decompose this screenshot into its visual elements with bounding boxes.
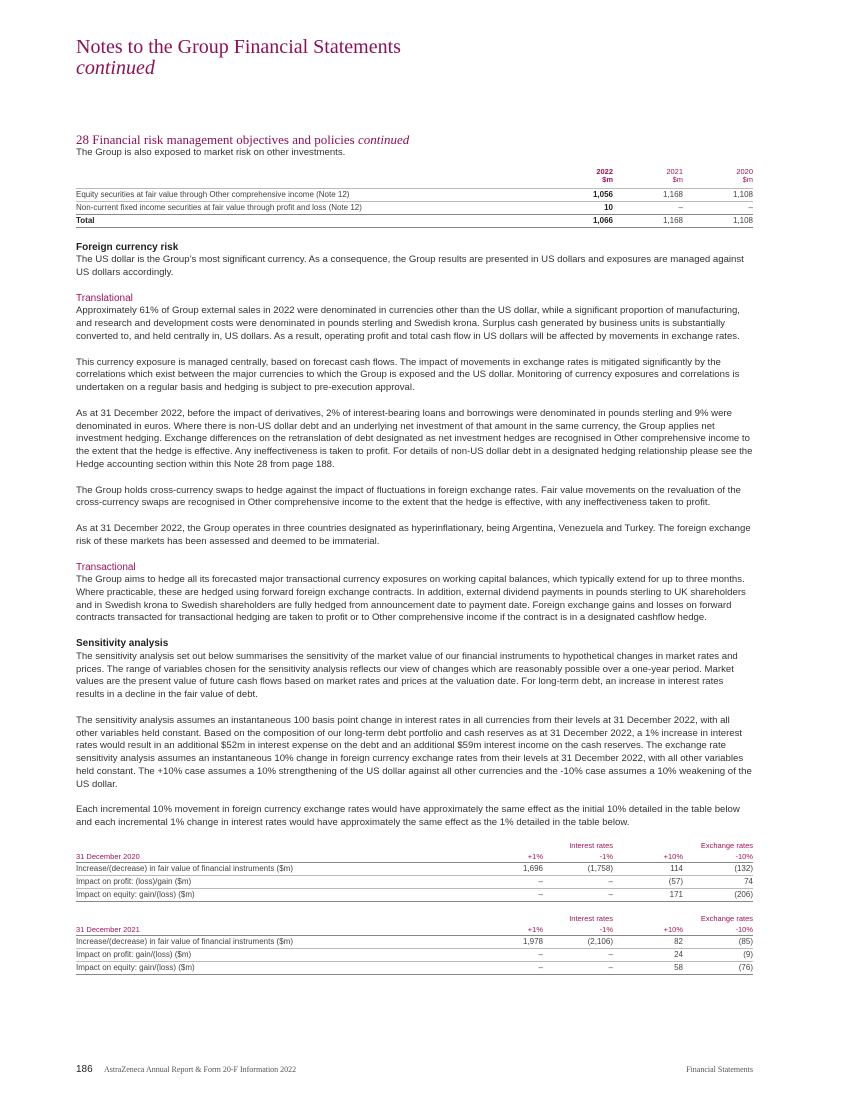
cell-value: – xyxy=(608,889,613,899)
sensitivity-table-2020 xyxy=(76,841,753,902)
cell-value: (85) xyxy=(738,936,753,946)
cell-2021: 1,168 xyxy=(662,189,683,199)
cell-value: 58 xyxy=(674,962,683,972)
col-2022-unit: $m xyxy=(602,175,613,185)
exchange-rates-group: Exchange rates xyxy=(700,840,753,850)
table-row xyxy=(76,201,753,214)
cell-value: 74 xyxy=(744,876,753,886)
row-label: Equity securities at fair value through Other comprehensive income (Note 12) xyxy=(76,189,350,199)
section-title-text: 28 Financial risk management objectives and policies xyxy=(76,132,355,147)
row-label: Impact on profit: (loss)/gain ($m) xyxy=(76,876,192,886)
cell-value: 82 xyxy=(674,936,683,946)
col-minus-1pct: -1% xyxy=(543,851,613,863)
cell-2020: 1,108 xyxy=(732,189,753,199)
translational-paragraph: The Group holds cross-currency swaps to hedge against the impact of fluctuations in foreign exchange rates. Fair value movements on the revaluation of the cross-currency swaps are recognised in Other comprehensive income to the extent that the hedge is effective, with any ineffectiveness taken to profit. xyxy=(76,484,741,509)
group-spacer xyxy=(76,841,473,851)
cell-value: (2,106) xyxy=(587,936,613,946)
report-name: AstraZeneca Annual Report & Form 20-F Information 2022 xyxy=(104,1065,297,1074)
translational-paragraph: As at 31 December 2022, before the impact of derivatives, 2% of interest-bearing loans and borrowings were denominated in pounds sterling and 9% were denominated in euros. Where there is non-US dollar debt and an underlying net investment of that amount in the same currency, the Group applies net investment hedging. Exchange differences on the retranslation of debt designated as net investment hedges are recognised in Other comprehensive income to the extent that the hedge is effective. Any ineffectiveness is taken to profit. For details of non-US dollar debt in a designated hedging relationship please see the Hedge accounting section within this Note 28 from page 188. xyxy=(76,407,753,470)
cell-value: (57) xyxy=(668,876,683,886)
cell-2022: 1,066 xyxy=(592,215,613,225)
interest-rates-group: Interest rates xyxy=(569,913,613,923)
col-plus-10pct: +10% xyxy=(613,924,683,936)
sensitivity-paragraph: The sensitivity analysis set out below summarises the sensitivity of the market value of our financial instruments to hypothetical changes in market rates and prices. The range of variables chosen for the sensitivity analysis reflects our view of changes which are reasonably possible over a one-year period. Market values are the present value of future cash flows based on market rates and prices at the valuation date. For long-term debt, an increase in interest rates results in a decline in the fair value of debt. xyxy=(76,650,738,701)
row-label: Impact on equity: gain/(loss) ($m) xyxy=(76,889,195,899)
transactional-heading: Transactional xyxy=(76,561,136,573)
row-label: Impact on equity: gain/(loss) ($m) xyxy=(76,962,195,972)
fx-heading: Foreign currency risk xyxy=(76,241,179,253)
sensitivity-paragraph: The sensitivity analysis assumes an instantaneous 100 basis point change in interest rates in all currencies from their levels at 31 December 2022, with all other variables held constant. Based on the composition of our long-term debt portfolio and cash reserves as at 31 December 2022, a 1% increase in interest rates would result in an additional $52m in interest expense on the debt and an additional $59m interest income on the cash reserves. The exchange rate sensitivity analysis assumes an instantaneous 10% change in foreign currency exchange rates from their levels at 31 December 2022, with all other variables held constant. The +10% case assumes a 10% strengthening of the US dollar against all other currencies and the -10% case assumes a 10% weakening of the US dollar. xyxy=(76,714,752,790)
cell-2020: 1,108 xyxy=(732,215,753,225)
cell-value: 1,696 xyxy=(522,863,543,873)
page-subtitle: continued xyxy=(76,57,155,79)
cell-value: (206) xyxy=(734,889,753,899)
sensitivity-heading: Sensitivity analysis xyxy=(76,638,169,650)
investments-table-header xyxy=(76,168,753,189)
footer-section-name: Financial Statements xyxy=(686,1065,753,1074)
cell-2021: – xyxy=(678,202,683,212)
cell-value: – xyxy=(538,949,543,959)
cell-2021: 1,168 xyxy=(662,215,683,225)
cell-value: – xyxy=(538,962,543,972)
cell-value: 114 xyxy=(670,863,683,873)
row-label: Impact on profit: gain/(loss) ($m) xyxy=(76,949,192,959)
cell-value: – xyxy=(608,876,613,886)
exchange-rates-group: Exchange rates xyxy=(700,913,753,923)
group-spacer xyxy=(76,914,473,924)
table-row xyxy=(76,935,753,948)
header-spacer xyxy=(76,168,473,189)
col-minus-10pct: -10% xyxy=(683,851,753,863)
cell-value: (132) xyxy=(734,863,753,873)
sensitivity-table-2021 xyxy=(76,914,753,975)
total-row xyxy=(76,214,753,227)
table-row xyxy=(76,948,753,961)
col-plus-1pct: +1% xyxy=(473,851,543,863)
period-label: 31 December 2020 xyxy=(76,851,473,863)
row-label: Increase/(decrease) in fair value of financial instruments ($m) xyxy=(76,936,293,946)
cell-value: 171 xyxy=(669,889,683,899)
cell-value: – xyxy=(538,889,543,899)
section-title-suffix: continued xyxy=(357,132,410,147)
interest-rates-group: Interest rates xyxy=(569,840,613,850)
translational-paragraph: This currency exposure is managed centrally, based on forecast cash flows. The impact of movements in exchange rates is mitigated significantly by the correlations which exist between the major currencies to which the Group is exposed and the US dollar. Monitoring of currency exposures and correlations is undertaken on a regular basis and hedging is subject to pre-execution approval. xyxy=(76,356,740,394)
cell-2022: 10 xyxy=(604,202,613,212)
investments-table xyxy=(76,168,753,228)
fx-paragraph: The US dollar is the Group’s most significant currency. As a consequence, the Group results are presented in US dollars and exposures are managed against US dollars accordingly. xyxy=(76,254,744,279)
page-title: Notes to the Group Financial Statements xyxy=(76,36,401,58)
row-label: Increase/(decrease) in fair value of financial instruments ($m) xyxy=(76,863,293,873)
col-plus-10pct: +10% xyxy=(613,851,683,863)
cell-value: (1,758) xyxy=(587,863,613,873)
table-row xyxy=(76,188,753,201)
col-minus-1pct: -1% xyxy=(543,924,613,936)
section-title xyxy=(76,132,753,147)
col-2020-year: 2020 xyxy=(736,166,753,176)
page-number: 186 xyxy=(76,1064,93,1075)
column-header-row xyxy=(76,851,753,863)
translational-paragraph: Approximately 61% of Group external sales in 2022 were denominated in currencies other than the US dollar, while a significant proportion of manufacturing, and research and development costs were denominated in pounds sterling and Swedish krona. Surplus cash generated by business units is substantially converted to, and held centrally in, US dollars. As a result, operating profit and total cash flow in US dollars will be affected by movements in exchange rates. xyxy=(76,305,740,342)
row-label: Non-current fixed income securities at fair value through profit and loss (Note 12) xyxy=(76,202,362,212)
col-2022-year: 2022 xyxy=(596,166,613,176)
page-footer xyxy=(76,1064,753,1076)
table-row xyxy=(76,875,753,888)
period-label: 31 December 2021 xyxy=(76,924,473,936)
col-2021 xyxy=(613,168,683,189)
cell-value: – xyxy=(538,876,543,886)
transactional-paragraph: The Group aims to hedge all its forecasted major transactional currency exposures on working capital balances, which typically extend for up to three months. Where practicable, these are hedged using forward foreign exchange contracts. In addition, external dividend payments in pounds sterling to UK shareholders and in Swedish krona to Swedish shareholders are fully hedged from announcement date to payment date. Foreign exchange gains and losses on forward contracts transacted for transactional hedging are taken to profit or to Other comprehensive income if the contract is in a designated cashflow hedge. xyxy=(76,574,746,624)
col-minus-10pct: -10% xyxy=(683,924,753,936)
cell-value: (76) xyxy=(738,962,753,972)
table-row xyxy=(76,961,753,974)
col-2022 xyxy=(473,168,613,189)
col-2020-unit: $m xyxy=(742,175,753,185)
group-header-row xyxy=(76,914,753,924)
cell-value: (9) xyxy=(743,949,753,959)
section-intro: The Group is also exposed to market risk on other investments. xyxy=(76,147,346,158)
cell-2020: – xyxy=(748,202,753,212)
cell-value: 1,978 xyxy=(522,936,543,946)
cell-value: – xyxy=(608,949,613,959)
cell-2022: 1,056 xyxy=(592,189,613,199)
col-2021-year: 2021 xyxy=(666,166,683,176)
cell-value: – xyxy=(608,962,613,972)
table-row xyxy=(76,888,753,901)
row-label: Total xyxy=(76,215,95,225)
column-header-row xyxy=(76,924,753,936)
sensitivity-paragraph: Each incremental 10% movement in foreign currency exchange rates would have approximately the same effect as the initial 10% detailed in the table below and each incremental 1% change in interest rates would have approximately the same effect as the 1% detailed in the table below. xyxy=(76,804,740,829)
col-2021-unit: $m xyxy=(672,175,683,185)
note-content xyxy=(76,132,753,975)
col-2020 xyxy=(683,168,753,189)
cell-value: 24 xyxy=(674,949,683,959)
group-header-row xyxy=(76,841,753,851)
table-row xyxy=(76,862,753,875)
col-plus-1pct: +1% xyxy=(473,924,543,936)
translational-paragraph: As at 31 December 2022, the Group operates in three countries designated as hyperinflationary, being Argentina, Venezuela and Turkey. The foreign exchange risk of these markets has been assessed and deemed to be immaterial. xyxy=(76,522,751,547)
translational-heading: Translational xyxy=(76,292,133,304)
